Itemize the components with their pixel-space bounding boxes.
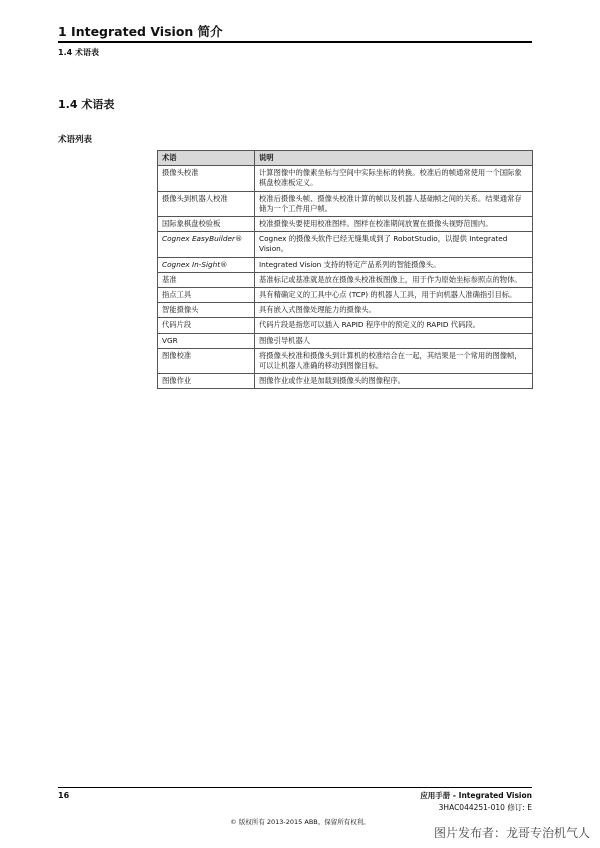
glossary-description: 图像引导机器人 — [255, 333, 533, 348]
table-row — [158, 272, 533, 287]
table-row — [158, 303, 533, 318]
table-row — [158, 217, 533, 232]
glossary-term: 国际象棋盘校验板 — [158, 217, 255, 232]
page-number: 16 — [58, 791, 70, 800]
table-row — [158, 374, 533, 389]
glossary-term: Cognex EasyBuilder® — [158, 232, 255, 257]
column-header-term: 术语 — [158, 151, 255, 166]
footer-doc-title: 应用手册 - Integrated Vision — [420, 791, 532, 800]
table-row — [158, 257, 533, 272]
glossary-description: 具有嵌入式图像处理能力的摄像头。 — [255, 303, 533, 318]
footer-doc-info — [420, 790, 532, 814]
table-row — [158, 288, 533, 303]
footer-doc-id: 3HAC044251-010 修订: E — [438, 803, 532, 812]
glossary-term: 代码片段 — [158, 318, 255, 333]
table-header-row — [158, 151, 533, 166]
section-title: 1.4 术语表 — [58, 98, 115, 111]
running-section-ref: 1.4 术语表 — [58, 48, 99, 57]
glossary-description: 将摄像头校准和摄像头到计算机的校准结合在一起，其结果是一个常用的图像帧，可以让机器人准确的移动到图像目标。 — [255, 348, 533, 373]
glossary-term: 图像作业 — [158, 374, 255, 389]
table-row — [158, 232, 533, 257]
table-row — [158, 166, 533, 191]
column-header-description: 说明 — [255, 151, 533, 166]
table-row — [158, 348, 533, 373]
subsection-title: 术语列表 — [58, 135, 93, 145]
table-row — [158, 191, 533, 216]
glossary-description: 图像作业或作业是加载到摄像头的图像程序。 — [255, 374, 533, 389]
glossary-description: Cognex 的摄像头软件已经无缝集成到了 RobotStudio，以提供 Integrated Vision。 — [255, 232, 533, 257]
glossary-description: 基准标记或基准就是放在摄像头校准板图像上，用于作为原始坐标参照点的物体。 — [255, 272, 533, 287]
publisher-watermark: 图片发布者：龙哥专治机气人 — [433, 826, 590, 840]
glossary-term: 基准 — [158, 272, 255, 287]
chapter-title: 1 Integrated Vision 简介 — [58, 24, 223, 39]
glossary-term: VGR — [158, 333, 255, 348]
glossary-description: 代码片段是指您可以插入 RAPID 程序中的预定义的 RAPID 代码段。 — [255, 318, 533, 333]
glossary-term: 摄像头校准 — [158, 166, 255, 191]
table-row — [158, 333, 533, 348]
glossary-description: 校准后摄像头帧、摄像头校准计算的帧以及机器人基础帧之间的关系。结果通常存储为一个工件用户帧。 — [255, 191, 533, 216]
glossary-term: 智能摄像头 — [158, 303, 255, 318]
glossary-description: 计算图像中的像素坐标与空间中实际坐标的转换。校准后的帧通常使用一个国际象棋盘校准板定义。 — [255, 166, 533, 191]
glossary-term: 图像校准 — [158, 348, 255, 373]
header-divider — [58, 41, 532, 43]
glossary-body — [158, 166, 533, 389]
glossary-description: Integrated Vision 支持的特定产品系列的智能摄像头。 — [255, 257, 533, 272]
glossary-description: 校准摄像头要使用校准图样。图样在校准期间放置在摄像头视野范围内。 — [255, 217, 533, 232]
glossary-term: Cognex In-Sight® — [158, 257, 255, 272]
table-row — [158, 318, 533, 333]
footer-divider — [58, 787, 532, 788]
glossary-term: 摄像头到机器人校准 — [158, 191, 255, 216]
glossary-description: 具有精确定义的工具中心点 (TCP) 的机器人工具，用于向机器人准确指引目标。 — [255, 288, 533, 303]
glossary-term: 指点工具 — [158, 288, 255, 303]
glossary-table — [157, 150, 533, 389]
copyright-notice: © 版权所有 2013-2015 ABB。保留所有权利。 — [230, 818, 370, 826]
